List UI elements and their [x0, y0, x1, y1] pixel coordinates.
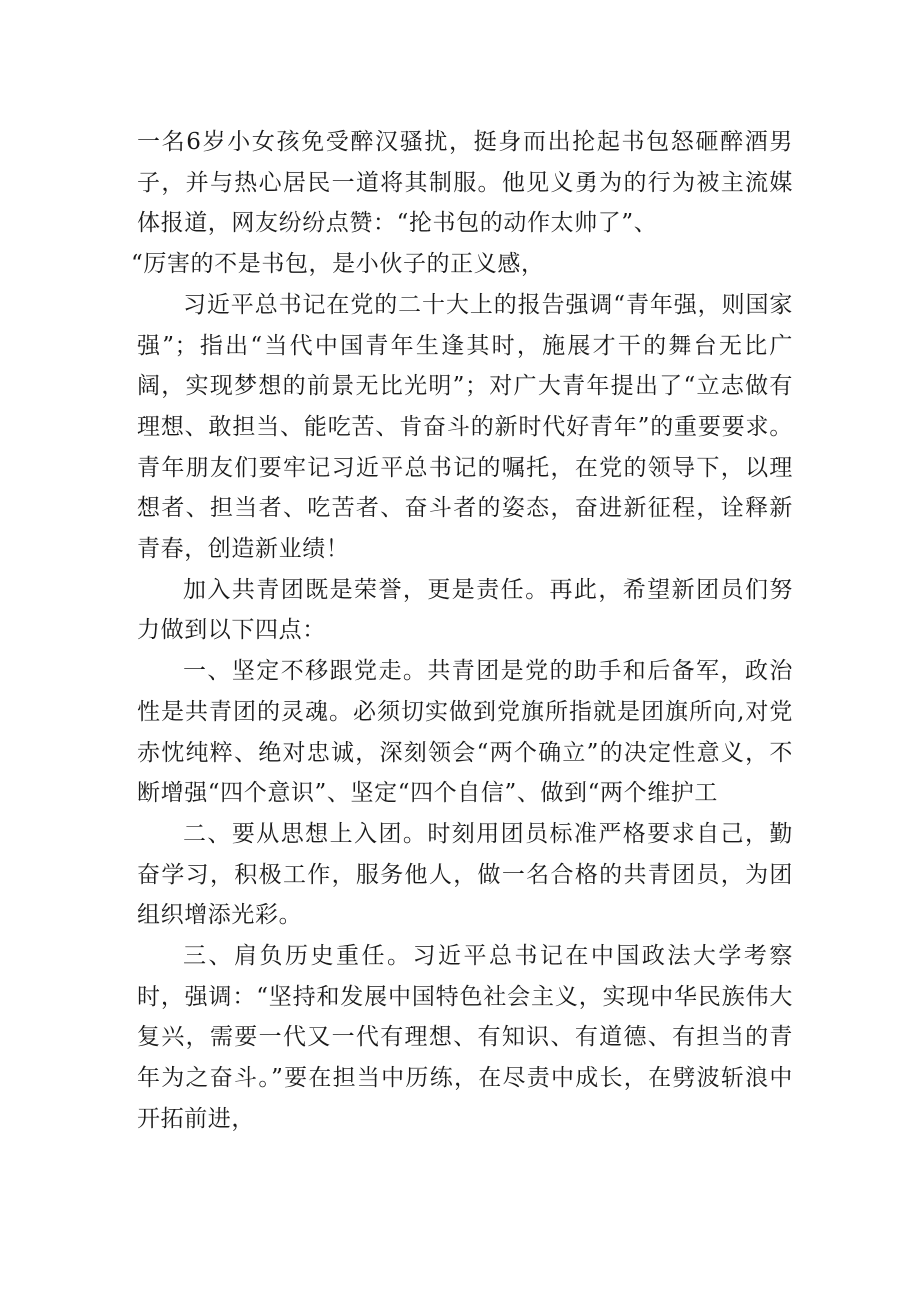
- paragraph-point-one: 一、坚定不移跟党走。共青团是党的助手和后备军，政治性是共青团的灵魂。必须切实做到党旗所指就是团旗所向,对党赤忱纯粹、绝对忠诚，深刻领会“两个确立”的决定性意义，不断增强“四个意识”、坚定“四个自信”、做到“两个维护工: [137, 658, 793, 807]
- paragraph-league-intro: 加入共青团既是荣誉，更是责任。再此，希望新团员们努力做到以下四点：: [137, 576, 793, 644]
- paragraph-point-three: 三、肩负历史重任。习近平总书记在中国政法大学考察时，强调：“坚持和发展中国特色社会主义，实现中华民族伟大复兴，需要一代又一代有理想、有知识、有道德、有担当的青年为之奋斗。”要在担当中历练，在尽责中成长，在劈波斩浪中开拓前进，: [137, 943, 793, 1132]
- paragraph-report-quote: 习近平总书记在党的二十大上的报告强调“青年强，则国家强”；指出“当代中国青年生逢其时，施展才干的舞台无比广阔，实现梦想的前景无比光明”；对广大青年提出了“立志做有理想、敢担当、能吃苦、肯奋斗的新时代好青年”的重要要求。青年朋友们要牢记习近平总书记的嘱托，在党的领导下，以理想者、担当者、吃苦者、奋斗者的姿态，奋进新征程，诠释新青春，创造新业绩！: [137, 291, 793, 563]
- paragraph-intro-continuation: 一名6岁小女孩免受醉汉骚扰，挺身而出抡起书包怒砸醉酒男子，并与热心居民一道将其制服。他见义勇为的行为被主流媒体报道，网友纷纷点赞：“抡书包的动作太帅了”、: [137, 129, 793, 237]
- document-body: [131, 122, 793, 1140]
- paragraph-quote-fragment: “厉害的不是书包，是小伙子的正义感，: [131, 251, 545, 278]
- paragraph-point-two: 二、要从思想上入团。时刻用团员标准严格要求自己，勤奋学习，积极工作，服务他人，做一名合格的共青团员，为团组织增添光彩。: [137, 820, 793, 929]
